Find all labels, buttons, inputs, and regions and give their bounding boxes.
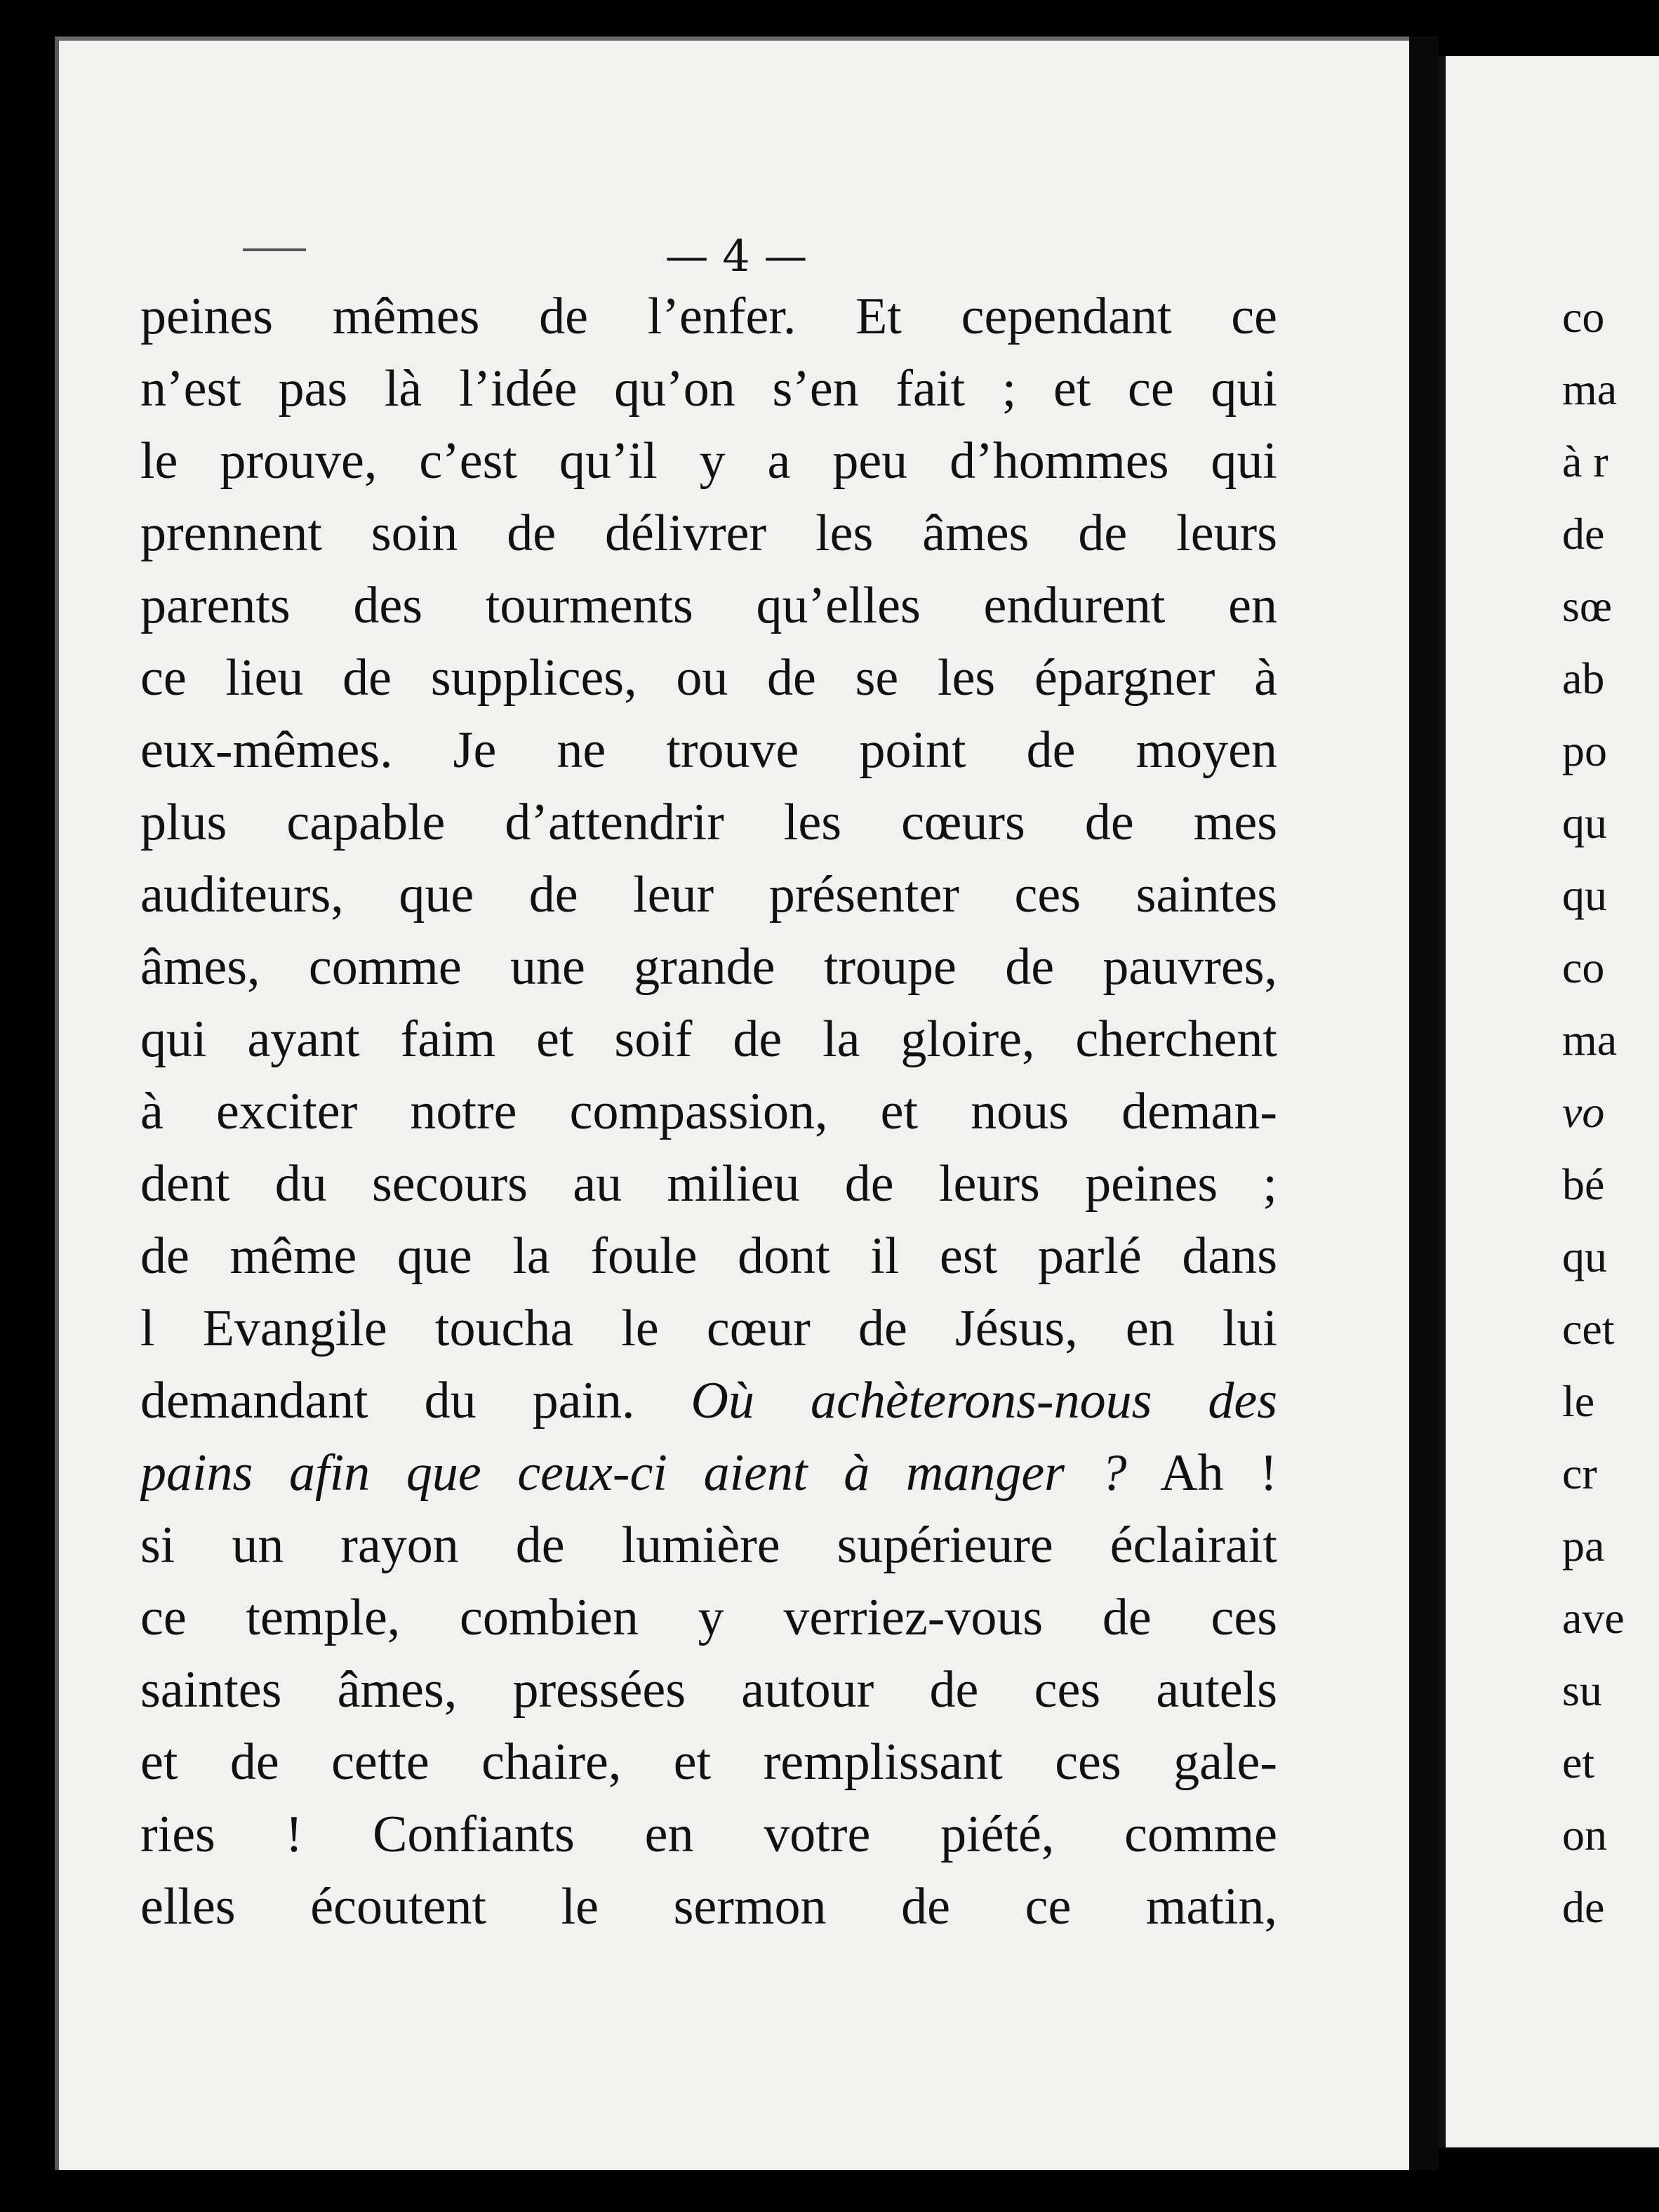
text-fragment: qu xyxy=(1562,798,1607,848)
text-fragment: po xyxy=(1562,726,1607,775)
text-fragment: su xyxy=(1562,1665,1602,1715)
page-number-header: — 4 — xyxy=(665,230,808,281)
text-plain: demandant du pain. xyxy=(140,1372,691,1430)
text-fragment: ab xyxy=(1562,653,1605,703)
text-fragment: on xyxy=(1562,1810,1607,1860)
text-fragment: qu xyxy=(1562,870,1607,920)
text-fragment: et xyxy=(1562,1738,1595,1787)
text-line: eux-mêmes. Je ne trouve point de moyen xyxy=(140,721,1277,779)
text-line: dent du secours au milieu de leurs peines ; xyxy=(140,1155,1277,1213)
text-line: ce lieu de supplices, ou de se les épargner à xyxy=(140,649,1277,707)
text-line: ce temple, combien y verriez-vous de ces xyxy=(140,1589,1277,1646)
text-fragment: co xyxy=(1562,292,1605,342)
text-line: n’est pas là l’idée qu’on s’en fait ; et ce qui xyxy=(140,360,1277,418)
text-fragment: qu xyxy=(1562,1232,1607,1281)
text-line: de même que la foule dont il est parlé dans xyxy=(140,1227,1277,1285)
text-fragment: vo xyxy=(1562,1087,1605,1137)
text-italic: pains afin que ceux-ci aient à manger ? xyxy=(140,1444,1127,1502)
text-line: âmes, comme une grande troupe de pauvres, xyxy=(140,938,1277,996)
text-line: parents des tourments qu’elles endurent en xyxy=(140,577,1277,634)
text-plain: Ah ! xyxy=(1126,1444,1277,1502)
text-line-mixed xyxy=(140,1365,1277,1437)
text-line: elles écoutent le sermon de ce matin, xyxy=(140,1878,1277,1936)
text-fragment: de xyxy=(1562,509,1605,559)
text-line: qui ayant faim et soif de la gloire, cherchent xyxy=(140,1011,1277,1068)
text-italic: Où achèterons-nous des xyxy=(691,1372,1277,1430)
text-fragment: ma xyxy=(1562,1015,1618,1065)
left-page-text xyxy=(140,281,1277,1943)
text-line: si un rayon de lumière supérieure éclairait xyxy=(140,1517,1277,1574)
text-fragment: cr xyxy=(1562,1448,1597,1498)
text-fragment: ma xyxy=(1562,364,1618,414)
text-fragment: à r xyxy=(1562,437,1608,486)
text-fragment: sœ xyxy=(1562,581,1613,631)
text-line: prennent soin de délivrer les âmes de leurs xyxy=(140,505,1277,562)
text-fragment: pa xyxy=(1562,1521,1605,1571)
text-line: à exciter notre compassion, et nous deman- xyxy=(140,1083,1277,1140)
book-gutter xyxy=(1409,36,1439,2170)
text-line: et de cette chaire, et remplissant ces gale- xyxy=(140,1733,1277,1791)
text-line: saintes âmes, pressées autour de ces autels xyxy=(140,1661,1277,1719)
text-line: peines mêmes de l’enfer. Et cependant ce xyxy=(140,288,1277,345)
text-fragment: cet xyxy=(1562,1304,1615,1354)
text-fragment: bé xyxy=(1562,1159,1605,1209)
text-fragment: co xyxy=(1562,942,1605,992)
text-line: le prouve, c’est qu’il y a peu d’hommes qui xyxy=(140,432,1277,490)
text-fragment: le xyxy=(1562,1376,1595,1426)
text-line: auditeurs, que de leur présenter ces saintes xyxy=(140,866,1277,924)
text-line: l Evangile toucha le cœur de Jésus, en lui xyxy=(140,1300,1277,1357)
text-fragment: de xyxy=(1562,1882,1605,1932)
text-line: plus capable d’attendrir les cœurs de mes xyxy=(140,794,1277,851)
text-fragment: ave xyxy=(1562,1593,1625,1643)
text-line-mixed xyxy=(140,1437,1277,1510)
text-line: ries ! Confiants en votre piété, comme xyxy=(140,1806,1277,1863)
right-page-text xyxy=(1562,281,1659,1943)
